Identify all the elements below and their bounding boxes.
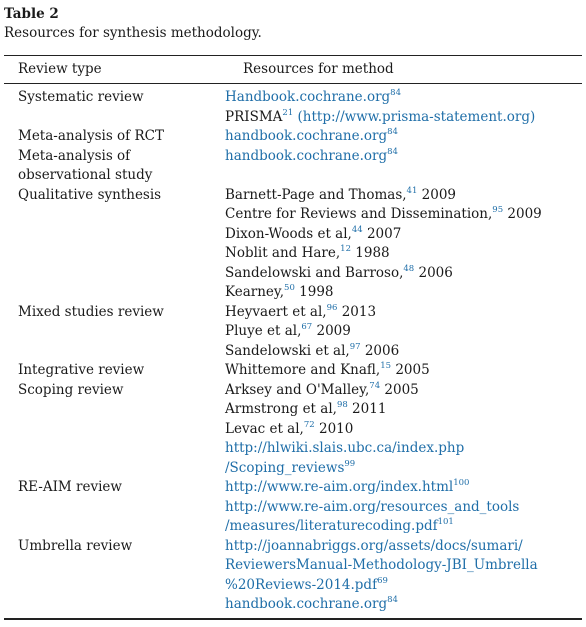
table-row	[0, 381, 586, 479]
review-type-cell	[0, 127, 225, 147]
reference-superscript[interactable]: 67	[301, 322, 313, 332]
review-type-cell	[0, 147, 225, 186]
resource-entry	[225, 264, 586, 284]
resource-citation: Whittemore and Knafl,	[225, 362, 381, 378]
reference-superscript[interactable]: 84	[387, 595, 398, 605]
reference-superscript[interactable]: 69	[377, 575, 388, 586]
resource-entry	[225, 283, 586, 303]
resource-entry[interactable]	[225, 88, 586, 108]
reference-superscript[interactable]: 41	[406, 185, 418, 196]
resource-citation: Pluye et al,	[225, 323, 302, 339]
resource-year: 2011	[347, 401, 387, 417]
reference-superscript[interactable]: 72	[303, 419, 315, 430]
resource-link[interactable]: ReviewersManual-Methodology-JBI_Umbrella	[225, 557, 538, 573]
resource-entry	[225, 108, 586, 128]
review-type-line: Mixed studies review	[18, 303, 164, 320]
resource-entry	[225, 303, 586, 323]
resource-year: 2006	[360, 342, 400, 359]
resource-link[interactable]: /Scoping_reviews	[225, 459, 345, 476]
resource-year: 2005	[380, 381, 419, 398]
resource-entry	[225, 322, 586, 342]
reference-superscript[interactable]: 21	[282, 107, 294, 118]
resource-citation: PRISMA	[225, 108, 283, 125]
resource-year: 2009	[312, 323, 351, 339]
resources-cell	[225, 381, 586, 479]
resource-link[interactable]: %20Reviews-2014.pdf	[225, 576, 378, 593]
resources-cell	[225, 537, 586, 615]
resource-link[interactable]: http://hlwiki.slais.ubc.ca/index.php	[225, 440, 465, 456]
resources-cell	[225, 88, 586, 127]
resource-link[interactable]: http://www.re-aim.org/index.html	[225, 479, 454, 495]
resources-cell	[225, 361, 586, 381]
resource-citation: Kearney,	[225, 284, 285, 300]
resource-entry	[225, 400, 586, 420]
resource-link[interactable]: http://www.re-aim.org/resources_and_tools	[225, 498, 520, 515]
resource-year: 1988	[351, 245, 390, 261]
review-type-cell	[0, 88, 225, 127]
reference-superscript[interactable]: 97	[349, 341, 361, 352]
resource-year: 2013	[337, 303, 377, 320]
resource-entry[interactable]	[225, 595, 586, 615]
review-type-line: Meta-analysis of	[18, 147, 131, 164]
resource-entry[interactable]	[225, 576, 586, 596]
resource-link[interactable]: http://joannabriggs.org/assets/docs/sumari/	[225, 537, 523, 554]
table-title-block	[4, 6, 262, 42]
review-type-line: Qualitative synthesis	[18, 186, 162, 203]
table-row	[0, 478, 586, 537]
top-rule	[4, 55, 582, 56]
review-type-cell	[0, 478, 225, 537]
resource-entry	[225, 420, 586, 440]
resource-entry	[225, 186, 586, 206]
resource-link[interactable]: handbook.cochrane.org	[225, 596, 388, 612]
review-type-line: Integrative review	[18, 362, 145, 378]
resource-entry[interactable]	[225, 556, 586, 576]
reference-superscript[interactable]: 96	[326, 302, 338, 313]
resource-citation: Noblit and Hare,	[225, 245, 341, 261]
review-type-line: Meta-analysis of RCT	[18, 128, 164, 144]
resource-entry[interactable]	[225, 439, 586, 459]
review-type-line: Scoping review	[18, 381, 124, 398]
table-row	[0, 537, 586, 615]
reference-superscript[interactable]: 100	[453, 478, 470, 488]
resource-citation: Dixon-Woods et al,	[225, 225, 352, 242]
reference-superscript[interactable]: 48	[403, 263, 415, 274]
review-type-line: observational study	[18, 167, 153, 183]
table-row	[0, 361, 586, 381]
resource-citation: Levac et al,	[225, 420, 304, 437]
resource-year: 2007	[362, 225, 402, 242]
resources-cell	[225, 478, 586, 537]
table-label: Table 2	[4, 6, 59, 22]
resource-entry	[225, 225, 586, 245]
reference-superscript[interactable]: 101	[437, 517, 454, 527]
reference-superscript[interactable]: 95	[492, 205, 504, 215]
header-review-type: Review type	[18, 61, 102, 77]
reference-superscript[interactable]: 44	[351, 224, 363, 235]
resource-entry[interactable]	[225, 127, 586, 147]
resource-entry[interactable]	[225, 478, 586, 498]
resources-cell	[225, 303, 586, 362]
resource-year: 2005	[391, 362, 430, 378]
resource-entry[interactable]	[225, 147, 586, 167]
resources-cell	[225, 147, 586, 186]
resource-entry	[225, 381, 586, 401]
resource-year: 2009	[503, 206, 542, 222]
resource-entry[interactable]	[225, 537, 586, 557]
resource-citation: Arksey and O'Malley,	[225, 381, 370, 398]
header-rule	[4, 83, 582, 84]
resource-year: 1998	[294, 284, 334, 300]
review-type-cell	[0, 381, 225, 479]
bottom-rule	[4, 618, 582, 620]
table-row	[0, 186, 586, 303]
resource-year: 2009	[417, 186, 457, 203]
resources-cell	[225, 186, 586, 303]
reference-superscript[interactable]: 99	[344, 458, 356, 469]
resource-citation: Sandelowski and Barroso,	[225, 264, 404, 281]
resource-citation: Heyvaert et al,	[225, 303, 327, 320]
review-type-line: Systematic review	[18, 89, 144, 105]
resource-entry[interactable]	[225, 459, 586, 479]
table-body	[0, 88, 586, 615]
reference-superscript[interactable]: 50	[284, 283, 295, 293]
resource-entry[interactable]	[225, 498, 586, 518]
resource-citation: Sandelowski et al,	[225, 342, 350, 359]
table-row	[0, 147, 586, 186]
header-resources: Resources for method	[243, 61, 394, 77]
resource-entry	[225, 361, 586, 381]
table-row	[0, 303, 586, 362]
review-type-cell	[0, 186, 225, 303]
resource-citation: Armstrong et al,	[225, 401, 337, 417]
review-type-cell	[0, 361, 225, 381]
resource-entry	[225, 244, 586, 264]
resource-link[interactable]: /measures/literaturecoding.pdf	[225, 518, 438, 534]
reference-superscript[interactable]: 84	[390, 88, 401, 98]
reference-superscript[interactable]: 84	[387, 127, 398, 137]
reference-superscript[interactable]: 12	[340, 244, 351, 254]
resource-year: 2010	[314, 420, 354, 437]
resource-link[interactable]: handbook.cochrane.org	[225, 147, 388, 164]
review-type-line: RE-AIM review	[18, 479, 122, 495]
resources-cell	[225, 127, 586, 147]
resource-citation: Centre for Reviews and Dissemination,	[225, 206, 493, 222]
reference-superscript[interactable]: 98	[336, 400, 348, 410]
reference-superscript[interactable]: 74	[369, 380, 381, 391]
review-type-cell	[0, 303, 225, 362]
resource-year: 2006	[414, 264, 453, 281]
resource-link[interactable]: Handbook.cochrane.org	[225, 89, 391, 105]
review-type-line: Umbrella review	[18, 537, 133, 554]
reference-superscript[interactable]: 15	[380, 361, 392, 371]
resource-link[interactable]: handbook.cochrane.org	[225, 128, 388, 144]
resource-entry	[225, 205, 586, 225]
table-caption: Resources for synthesis methodology.	[4, 25, 262, 41]
reference-superscript[interactable]: 84	[387, 146, 398, 157]
table-row	[0, 88, 586, 127]
resource-link[interactable]: (http://www.prisma-statement.org)	[293, 108, 536, 125]
review-type-cell	[0, 537, 225, 615]
resource-citation: Barnett-Page and Thomas,	[225, 186, 407, 203]
table-row	[0, 127, 586, 147]
resource-entry[interactable]	[225, 517, 586, 537]
resource-entry	[225, 342, 586, 362]
